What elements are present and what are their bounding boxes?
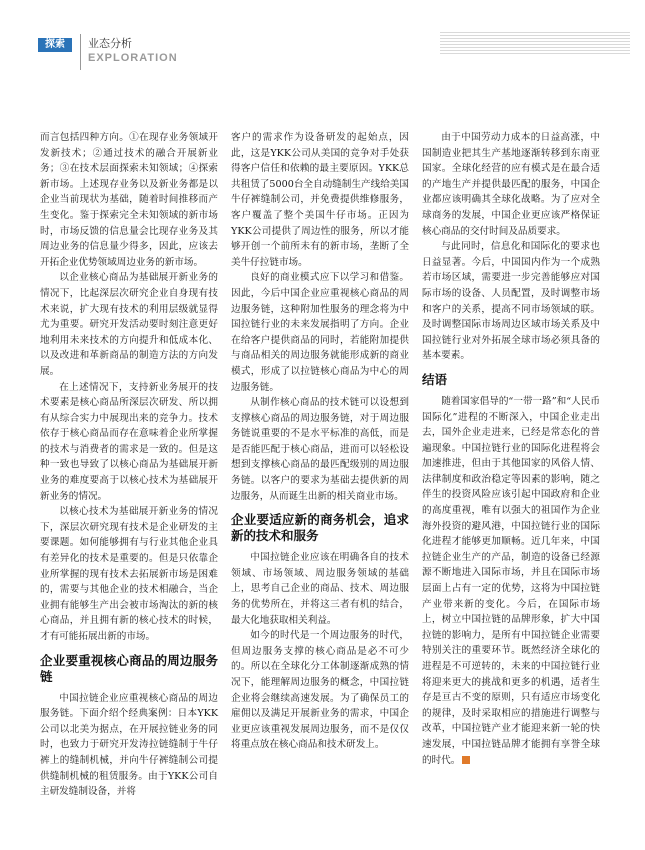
paragraph: 中国拉链企业应该在明确各自的技术领域、市场领域、周边服务领域的基础上，思考自己企业的商品、技术、周边服务的优势所在，并将这三者有机的结合，最大化地获取相关利益。 <box>231 552 409 626</box>
section-heading: 企业要重视核心商品的周边服务链 <box>40 652 218 684</box>
section-heading: 企业要适应新的商务机会，追求新的技术和服务 <box>231 512 409 544</box>
decorative-stripes <box>440 32 630 54</box>
section-tag: 探索 <box>38 38 72 52</box>
paragraph: 由于中国劳动力成本的日益高涨，中国制造业把其生产基地逐渐转移到东南亚国家。全球化经营的应有模式是在最合适的产地生产并提供最匹配的服务，中国企业都应该明确其全球化战略。为了应对全球商务的发展，中国企业更应该严格保证核心商品的交付时间及品质要求。 <box>422 132 600 237</box>
paragraph-text: 随着国家倡导的“一带一路”和“人民币国际化”进程的不断深入，中国企业走出去，国外企业走进来，已经是常态化的普遍现象。中国拉链行业的国际化进程将会加速推进，但由于其他国家的风俗人情、法律制度和政治稳定等因素的影响，随之伴生的投资风险应该引起中国政府和企业的高度重视，唯有以强大的祖国作为企业海外投资的避风港，中国拉链行业的国际化进程才能够更加顺畅。近几年来，中国拉链企业生产的产品，制造的设备已经源源不断地进入国际市场，并且在国际市场层面上占有一定的优势，这将为中国拉链产业带来新的变化。今后，在国际市场上，树立中国拉链的品牌形象，扩大中国拉链的影响力，是所有中国拉链企业需要特别关注的重要环节。既然经济全球化的进程是不可逆转的，未来的中国拉链行业将迎来更大的挑战和更多的机遇，适者生存是亘古不变的原则，只有适应市场变化的规律，及时采取相应的措施进行调整与改革，中国拉链产业才能迎来新一轮的快速发展，中国拉链品牌才能拥有享誉全球的时代。 <box>422 395 600 766</box>
paragraph: 客户的需求作为设备研发的起始点，因此，这是YKK公司从美国的竞争对手处获得客户信任和依赖的最主要原因。YKK总共租赁了5000台全自动缝制生产线给美国牛仔裤缝制公司，并免费提供维修服务，客户覆盖了整个美国牛仔市场。正因为YKK公司提供了周边性的服务，所以才能够开创一个前所未有的新市场，垄断了全美牛仔拉链市场。 <box>231 132 409 268</box>
column-1 <box>40 130 218 800</box>
column-3 <box>422 130 600 768</box>
column-2 <box>231 130 409 753</box>
page-header <box>0 12 645 72</box>
paragraph: 从制作核心商品的技术链可以设想到支撑核心商品的周边服务链，对于周边服务链说重要的不是水平标准的高低，而是是否能匹配于核心商品，进而可以轻松设想到支撑核心商品的最匹配级别的周边服务链。以客户的要求为基础去提供新的周边服务，从而诞生出新的相关商业市场。 <box>231 397 409 502</box>
paragraph: 以核心技术为基础展开新业务的情况下，深层次研究现有技术是企业研发的主要课题。如何能够拥有与行业其他企业具有差异化的技术是重要的。但是只依靠企业所掌握的现有技术去拓展新市场是困难的，需要与其他企业的技术相融合，当企业拥有能够生产出会被市场淘汰的新的核心商品，并且拥有新的核心技术的时候，才有可能拓展出新的市场。 <box>40 506 218 642</box>
section-title-cn: 业态分析 <box>88 37 132 50</box>
article-end-icon <box>462 756 470 764</box>
paragraph: 在上述情况下，支持新业务展开的技术要素是核心商品所深层次研发、所以拥有从综合实力中展现出来的竞争力。技术依存于核心商品而存在意味着企业所掌握的技术与消费者的需求是一致的。但是这种一致也导致了以核心商品为基础展开新业务的难度要高于以核心技术为基础展开新业务的情况。 <box>40 381 218 502</box>
paragraph: 而言包括四种方向。①在现存业务领域开发新技术；②通过技术的融合开展新业务；③在技术层面探索未知领域；④探索新市场。上述现存业务以及新业务都是以企业当前现状为基础，随着时间推移而产生变化。鉴于探索完全未知领域的新市场时，市场反馈的信息量会比现存业务及其周边业务的信息量少得多，因此，应该去开拓企业优势领域周边业务的新市场。 <box>40 132 218 268</box>
paragraph: 中国拉链企业应重视核心商品的周边服务链。下面介绍个经典案例：日本YKK公司以北美为据点，在开展拉链业务的同时，也致力于研究开发涛拉链缝制于牛仔裤上的缝制机械，并向牛仔裤缝制公司提供缝制机械的租赁服务。由于YKK公司自主研发缝制设备，并将 <box>40 692 218 798</box>
header-divider <box>80 34 81 70</box>
paragraph <box>422 394 600 768</box>
section-title-en: EXPLORATION <box>88 52 178 64</box>
paragraph: 良好的商业模式应下以学习和借鉴。因此，今后中国企业应重视核心商品的周边服务链，这种附加性服务的理念将为中国拉链行业的未来发展指明了方向。企业在给客户提供商品的同时，若能附加提供与商品相关的周边服务就能形成新的商业模式，形成了以拉链核心商品为中心的周边服务链。 <box>231 272 409 393</box>
paragraph: 与此同时，信息化和国际化的要求也日益显著。今后，中国国内作为一个成熟若市场区域，需要进一步完善能够应对国际市场的设备、人员配置，及时调整市场和客户的关系，提高不同市场领域的联。及时调整国际市场周边区域市场关系及中国拉链行业对外拓展全球市场必须具备的基本要素。 <box>422 241 600 362</box>
section-heading: 结语 <box>422 371 448 387</box>
paragraph: 如今的时代是一个周边服务的时代，但周边服务支撑的核心商品是必不可少的。所以在全球化分工体制逐渐成熟的情况下，能理解周边服务的概念，中国拉链企业将会继续高速发展。为了确保员工的雇佣以及满足开展新业务的需求，中国企业更应该重视发展周边服务，而不是仅仅将重点放在核心商品和技术研发上。 <box>231 630 409 751</box>
paragraph: 以企业核心商品为基础展开新业务的情况下，比起深层次研究企业自身现有技术来说，扩大现有技术的利用层级就显得尤为重要。研究开发活动要时刻注意更好地利用未来技术的方向提升和低成本化、以及改进和革新商品的制造方法的方向发展。 <box>40 272 218 377</box>
